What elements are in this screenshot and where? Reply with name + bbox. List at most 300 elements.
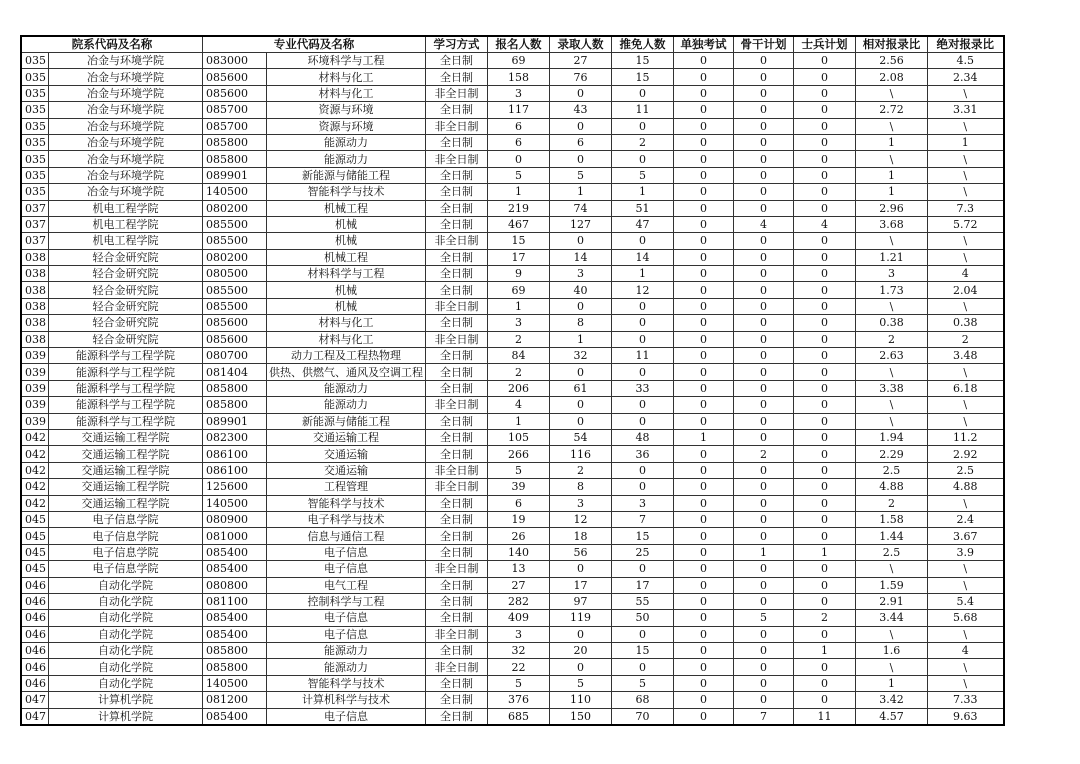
table-cell: 039 (21, 380, 49, 396)
table-cell: 140500 (203, 675, 267, 691)
table-cell: 8 (550, 315, 612, 331)
table-cell: 0 (612, 85, 674, 101)
table-cell: 0 (794, 233, 856, 249)
table-cell: 0 (674, 675, 734, 691)
table-cell: 0 (674, 528, 734, 544)
table-cell: 0 (794, 675, 856, 691)
header-cell: 士兵计划 (794, 36, 856, 53)
table-cell: 0 (674, 577, 734, 593)
table-cell: 冶金与环境学院 (49, 167, 203, 183)
table-cell: 全日制 (426, 495, 488, 511)
table-cell: 5 (550, 675, 612, 691)
table-cell: 085600 (203, 315, 267, 331)
table-cell: 085800 (203, 151, 267, 167)
table-cell: 0 (794, 528, 856, 544)
table-cell: 045 (21, 544, 49, 560)
table-cell: 5 (612, 167, 674, 183)
table-cell: 机电工程学院 (49, 233, 203, 249)
header-row (21, 36, 1004, 53)
table-cell: 035 (21, 69, 49, 85)
table-cell: 2.72 (856, 102, 928, 118)
table-cell: 0 (734, 118, 794, 134)
table-cell: 0 (612, 413, 674, 429)
table-cell: 计算机学院 (49, 692, 203, 708)
table-cell: 6 (550, 134, 612, 150)
table-cell: 0 (734, 397, 794, 413)
table-cell: \ (856, 397, 928, 413)
table-cell: \ (928, 167, 1004, 183)
table-cell: 038 (21, 331, 49, 347)
table-cell: 全日制 (426, 708, 488, 725)
table-cell: 0 (794, 511, 856, 527)
table-cell: 046 (21, 610, 49, 626)
table-cell: 交通运输工程学院 (49, 429, 203, 445)
table-cell: \ (928, 495, 1004, 511)
table-cell: 全日制 (426, 364, 488, 380)
table-cell: 计算机科学与技术 (267, 692, 426, 708)
table-cell: 0 (674, 593, 734, 609)
table-cell: 0 (794, 249, 856, 265)
table-cell: 0 (794, 315, 856, 331)
table-cell: 0 (734, 561, 794, 577)
table-cell: 5.72 (928, 216, 1004, 232)
table-cell: 0 (674, 479, 734, 495)
table-cell: 18 (550, 528, 612, 544)
table-cell: 全日制 (426, 429, 488, 445)
table-cell: 0 (612, 233, 674, 249)
table-cell: 机电工程学院 (49, 200, 203, 216)
table-cell: 自动化学院 (49, 593, 203, 609)
table-cell: 039 (21, 413, 49, 429)
table-row (21, 397, 1004, 413)
table-cell: 22 (488, 659, 550, 675)
table-cell: 0 (794, 184, 856, 200)
table-cell: 全日制 (426, 544, 488, 560)
table-cell: 2 (856, 495, 928, 511)
table-cell: 机电工程学院 (49, 216, 203, 232)
table-cell: 能源动力 (267, 151, 426, 167)
table-cell: 能源科学与工程学院 (49, 380, 203, 396)
table-cell: 085800 (203, 643, 267, 659)
table-cell: 046 (21, 626, 49, 642)
table-cell: 0 (734, 462, 794, 478)
table-cell: 自动化学院 (49, 659, 203, 675)
table-cell: 9.63 (928, 708, 1004, 725)
table-cell: 0 (794, 626, 856, 642)
table-cell: 36 (612, 446, 674, 462)
table-row (21, 462, 1004, 478)
table-cell: 1 (928, 134, 1004, 150)
table-cell: 39 (488, 479, 550, 495)
table-cell: 085500 (203, 216, 267, 232)
table-cell: 19 (488, 511, 550, 527)
table-cell: 038 (21, 282, 49, 298)
table-cell: 037 (21, 233, 49, 249)
table-cell: 0 (794, 561, 856, 577)
table-cell: 116 (550, 446, 612, 462)
table-cell: 2.29 (856, 446, 928, 462)
table-cell: 081100 (203, 593, 267, 609)
table-cell: 0 (488, 151, 550, 167)
table-cell: 0 (674, 659, 734, 675)
table-cell: 047 (21, 692, 49, 708)
table-cell: 电子信息 (267, 610, 426, 626)
table-cell: 机械工程 (267, 249, 426, 265)
table-cell: 140 (488, 544, 550, 560)
table-cell: 20 (550, 643, 612, 659)
table-cell: 085800 (203, 397, 267, 413)
table-cell: 轻合金研究院 (49, 249, 203, 265)
table-cell: 26 (488, 528, 550, 544)
table-cell: 自动化学院 (49, 675, 203, 691)
table-cell: 能源科学与工程学院 (49, 397, 203, 413)
table-cell: 非全日制 (426, 626, 488, 642)
table-cell: 0 (734, 102, 794, 118)
table-cell: 1.58 (856, 511, 928, 527)
table-cell: 0 (794, 495, 856, 511)
table-cell: 智能科学与技术 (267, 495, 426, 511)
table-cell: 125600 (203, 479, 267, 495)
table-cell: 32 (550, 348, 612, 364)
table-cell: 0 (734, 331, 794, 347)
table-cell: 机械工程 (267, 200, 426, 216)
table-cell: 2 (856, 331, 928, 347)
table-cell: 0 (794, 298, 856, 314)
table-cell: 0 (794, 134, 856, 150)
table-row (21, 511, 1004, 527)
table-row (21, 626, 1004, 642)
table-cell: 0 (674, 233, 734, 249)
table-cell: 4 (734, 216, 794, 232)
table-cell: 5.4 (928, 593, 1004, 609)
table-cell: 409 (488, 610, 550, 626)
table-cell: 能源动力 (267, 397, 426, 413)
table-cell: 非全日制 (426, 462, 488, 478)
table-cell: 047 (21, 708, 49, 725)
table-cell: 219 (488, 200, 550, 216)
table-cell: 15 (612, 53, 674, 69)
table-cell: 0.38 (928, 315, 1004, 331)
table-cell: 能源科学与工程学院 (49, 413, 203, 429)
table-cell: 0 (734, 348, 794, 364)
table-cell: 全日制 (426, 610, 488, 626)
table-cell: 新能源与储能工程 (267, 413, 426, 429)
table-row (21, 167, 1004, 183)
table-cell: 085800 (203, 134, 267, 150)
table-row (21, 495, 1004, 511)
table-cell: 0 (550, 298, 612, 314)
table-cell: 0 (794, 593, 856, 609)
table-cell: \ (856, 233, 928, 249)
table-cell: 2.56 (856, 53, 928, 69)
table-cell: 035 (21, 85, 49, 101)
table-cell: 685 (488, 708, 550, 725)
table-cell: 045 (21, 511, 49, 527)
table-row (21, 249, 1004, 265)
table-cell: 1 (794, 544, 856, 560)
table-cell: 039 (21, 364, 49, 380)
table-cell: 0 (794, 331, 856, 347)
table-cell: 1 (734, 544, 794, 560)
table-cell: 085600 (203, 85, 267, 101)
table-cell: 冶金与环境学院 (49, 151, 203, 167)
table-cell: 080700 (203, 348, 267, 364)
table-cell: 3.68 (856, 216, 928, 232)
table-cell: 042 (21, 495, 49, 511)
table-row (21, 53, 1004, 69)
table-cell: 0 (734, 413, 794, 429)
table-cell: 085400 (203, 561, 267, 577)
table-cell: \ (856, 626, 928, 642)
table-cell: 045 (21, 561, 49, 577)
table-cell: 083000 (203, 53, 267, 69)
table-cell: 电子信息 (267, 561, 426, 577)
table-cell: 资源与环境 (267, 102, 426, 118)
table-cell: 0 (550, 561, 612, 577)
table-cell: 全日制 (426, 348, 488, 364)
table-row (21, 577, 1004, 593)
table-cell: 74 (550, 200, 612, 216)
table-cell: 0 (734, 692, 794, 708)
table-cell: 全日制 (426, 69, 488, 85)
table-cell: 0 (794, 85, 856, 101)
table-cell: 080900 (203, 511, 267, 527)
table-cell: 70 (612, 708, 674, 725)
table-cell: 266 (488, 446, 550, 462)
table-cell: 0 (550, 85, 612, 101)
table-cell: 0 (612, 626, 674, 642)
table-cell: 冶金与环境学院 (49, 85, 203, 101)
table-cell: 085800 (203, 659, 267, 675)
table-cell: 供热、供燃气、通风及空调工程 (267, 364, 426, 380)
table-row (21, 102, 1004, 118)
table-cell: 0 (794, 282, 856, 298)
table-cell: 全日制 (426, 200, 488, 216)
header-cell: 单独考试 (674, 36, 734, 53)
table-cell: 038 (21, 315, 49, 331)
table-cell: 0 (794, 200, 856, 216)
table-cell: 全日制 (426, 266, 488, 282)
table-row (21, 593, 1004, 609)
table-cell: 全日制 (426, 511, 488, 527)
table-cell: 51 (612, 200, 674, 216)
table-cell: 0 (734, 675, 794, 691)
table-cell: 2.5 (856, 462, 928, 478)
table-cell: 3.31 (928, 102, 1004, 118)
table-cell: 0 (674, 249, 734, 265)
table-row (21, 266, 1004, 282)
table-cell: 1 (674, 429, 734, 445)
table-cell: 0 (674, 380, 734, 396)
table-cell: 电子信息 (267, 626, 426, 642)
table-cell: 0 (734, 298, 794, 314)
table-cell: 冶金与环境学院 (49, 69, 203, 85)
table-cell: 0 (674, 397, 734, 413)
table-cell: 能源动力 (267, 380, 426, 396)
table-cell: 0 (674, 610, 734, 626)
table-cell: 6.18 (928, 380, 1004, 396)
table-cell: 5 (488, 167, 550, 183)
table-cell: 32 (488, 643, 550, 659)
table-cell: 非全日制 (426, 298, 488, 314)
table-cell: 140500 (203, 184, 267, 200)
table-cell: 7.3 (928, 200, 1004, 216)
table-cell: 3.67 (928, 528, 1004, 544)
table-cell: 158 (488, 69, 550, 85)
table-cell: 0 (674, 315, 734, 331)
table-cell: 042 (21, 462, 49, 478)
table-cell: 61 (550, 380, 612, 396)
table-row (21, 675, 1004, 691)
table-cell: 2.34 (928, 69, 1004, 85)
table-cell: 0 (674, 69, 734, 85)
table-cell: 0 (794, 118, 856, 134)
header-cell: 推免人数 (612, 36, 674, 53)
table-cell: 76 (550, 69, 612, 85)
table-cell: 0 (674, 708, 734, 725)
table-row (21, 380, 1004, 396)
table-cell: 1.6 (856, 643, 928, 659)
table-cell: 0 (674, 364, 734, 380)
table-cell: 电气工程 (267, 577, 426, 593)
table-cell: 轻合金研究院 (49, 315, 203, 331)
table-cell: 1 (612, 184, 674, 200)
table-cell: 2.4 (928, 511, 1004, 527)
table-cell: 0 (734, 364, 794, 380)
table-cell: 非全日制 (426, 151, 488, 167)
header-cell: 院系代码及名称 (21, 36, 203, 53)
table-cell: 2 (550, 462, 612, 478)
header-cell: 报名人数 (488, 36, 550, 53)
table-cell: 68 (612, 692, 674, 708)
table-row (21, 446, 1004, 462)
table-cell: 0 (674, 102, 734, 118)
table-cell: 0 (550, 151, 612, 167)
table-cell: 4 (928, 643, 1004, 659)
table-cell: 038 (21, 266, 49, 282)
table-cell: 全日制 (426, 593, 488, 609)
table-cell: 086100 (203, 446, 267, 462)
table-cell: 042 (21, 446, 49, 462)
table-cell: 0 (734, 266, 794, 282)
table-cell: \ (928, 85, 1004, 101)
table-cell: 0 (612, 659, 674, 675)
table-cell: 全日制 (426, 577, 488, 593)
table-cell: 110 (550, 692, 612, 708)
table-cell: 0 (612, 315, 674, 331)
table-cell: 0 (734, 659, 794, 675)
table-cell: 17 (550, 577, 612, 593)
table-cell: 085500 (203, 282, 267, 298)
table-cell: 非全日制 (426, 479, 488, 495)
table-cell: \ (928, 626, 1004, 642)
table-cell: \ (856, 561, 928, 577)
table-cell: 能源动力 (267, 643, 426, 659)
table-cell: 0 (794, 446, 856, 462)
table-cell: 轻合金研究院 (49, 282, 203, 298)
table-cell: 2.63 (856, 348, 928, 364)
table-row (21, 118, 1004, 134)
table-row (21, 216, 1004, 232)
table-cell: \ (856, 151, 928, 167)
table-row (21, 184, 1004, 200)
table-cell: 282 (488, 593, 550, 609)
table-cell: 动力工程及工程热物理 (267, 348, 426, 364)
table-cell: 206 (488, 380, 550, 396)
header-cell: 专业代码及名称 (203, 36, 426, 53)
table-cell: \ (856, 364, 928, 380)
table-cell: 1.59 (856, 577, 928, 593)
table-cell: 0 (794, 266, 856, 282)
table-cell: 2.04 (928, 282, 1004, 298)
table-cell: 全日制 (426, 692, 488, 708)
table-cell: 3.44 (856, 610, 928, 626)
table-cell: 能源动力 (267, 134, 426, 150)
table-cell: 33 (612, 380, 674, 396)
table-cell: 0 (794, 413, 856, 429)
table-cell: 086100 (203, 462, 267, 478)
table-cell: 4 (488, 397, 550, 413)
table-cell: 0 (734, 233, 794, 249)
table-cell: 5 (488, 462, 550, 478)
table-cell: 080800 (203, 577, 267, 593)
table-cell: 40 (550, 282, 612, 298)
table-cell: 089901 (203, 167, 267, 183)
table-cell: 0 (794, 462, 856, 478)
table-cell: 038 (21, 249, 49, 265)
table-cell: 非全日制 (426, 561, 488, 577)
table-cell: 0 (674, 495, 734, 511)
table-cell: 0 (674, 462, 734, 478)
table-cell: 081200 (203, 692, 267, 708)
table-cell: 1.94 (856, 429, 928, 445)
table-cell: 119 (550, 610, 612, 626)
table-cell: 376 (488, 692, 550, 708)
table-row (21, 348, 1004, 364)
table-row (21, 315, 1004, 331)
table-cell: 046 (21, 643, 49, 659)
table-cell: 0 (734, 495, 794, 511)
table-cell: 045 (21, 528, 49, 544)
table-cell: 1 (856, 675, 928, 691)
table-cell: 7 (612, 511, 674, 527)
table-cell: 2.92 (928, 446, 1004, 462)
table-cell: 6 (488, 118, 550, 134)
table-cell: 全日制 (426, 675, 488, 691)
table-cell: 27 (550, 53, 612, 69)
table-cell: 交通运输工程学院 (49, 495, 203, 511)
table-cell: 0 (794, 53, 856, 69)
table-cell: 0 (734, 249, 794, 265)
table-cell: 非全日制 (426, 85, 488, 101)
table-cell: 控制科学与工程 (267, 593, 426, 609)
table-cell: 12 (550, 511, 612, 527)
table-cell: 035 (21, 184, 49, 200)
table-cell: 全日制 (426, 413, 488, 429)
table-cell: 089901 (203, 413, 267, 429)
table-row (21, 282, 1004, 298)
table-row (21, 479, 1004, 495)
table-cell: 080200 (203, 249, 267, 265)
table-cell: 资源与环境 (267, 118, 426, 134)
table-cell: 4.57 (856, 708, 928, 725)
table-cell: 117 (488, 102, 550, 118)
table-cell: 11 (612, 348, 674, 364)
table-cell: 035 (21, 134, 49, 150)
table-cell: 能源动力 (267, 659, 426, 675)
table-cell: 全日制 (426, 282, 488, 298)
table-cell: 43 (550, 102, 612, 118)
